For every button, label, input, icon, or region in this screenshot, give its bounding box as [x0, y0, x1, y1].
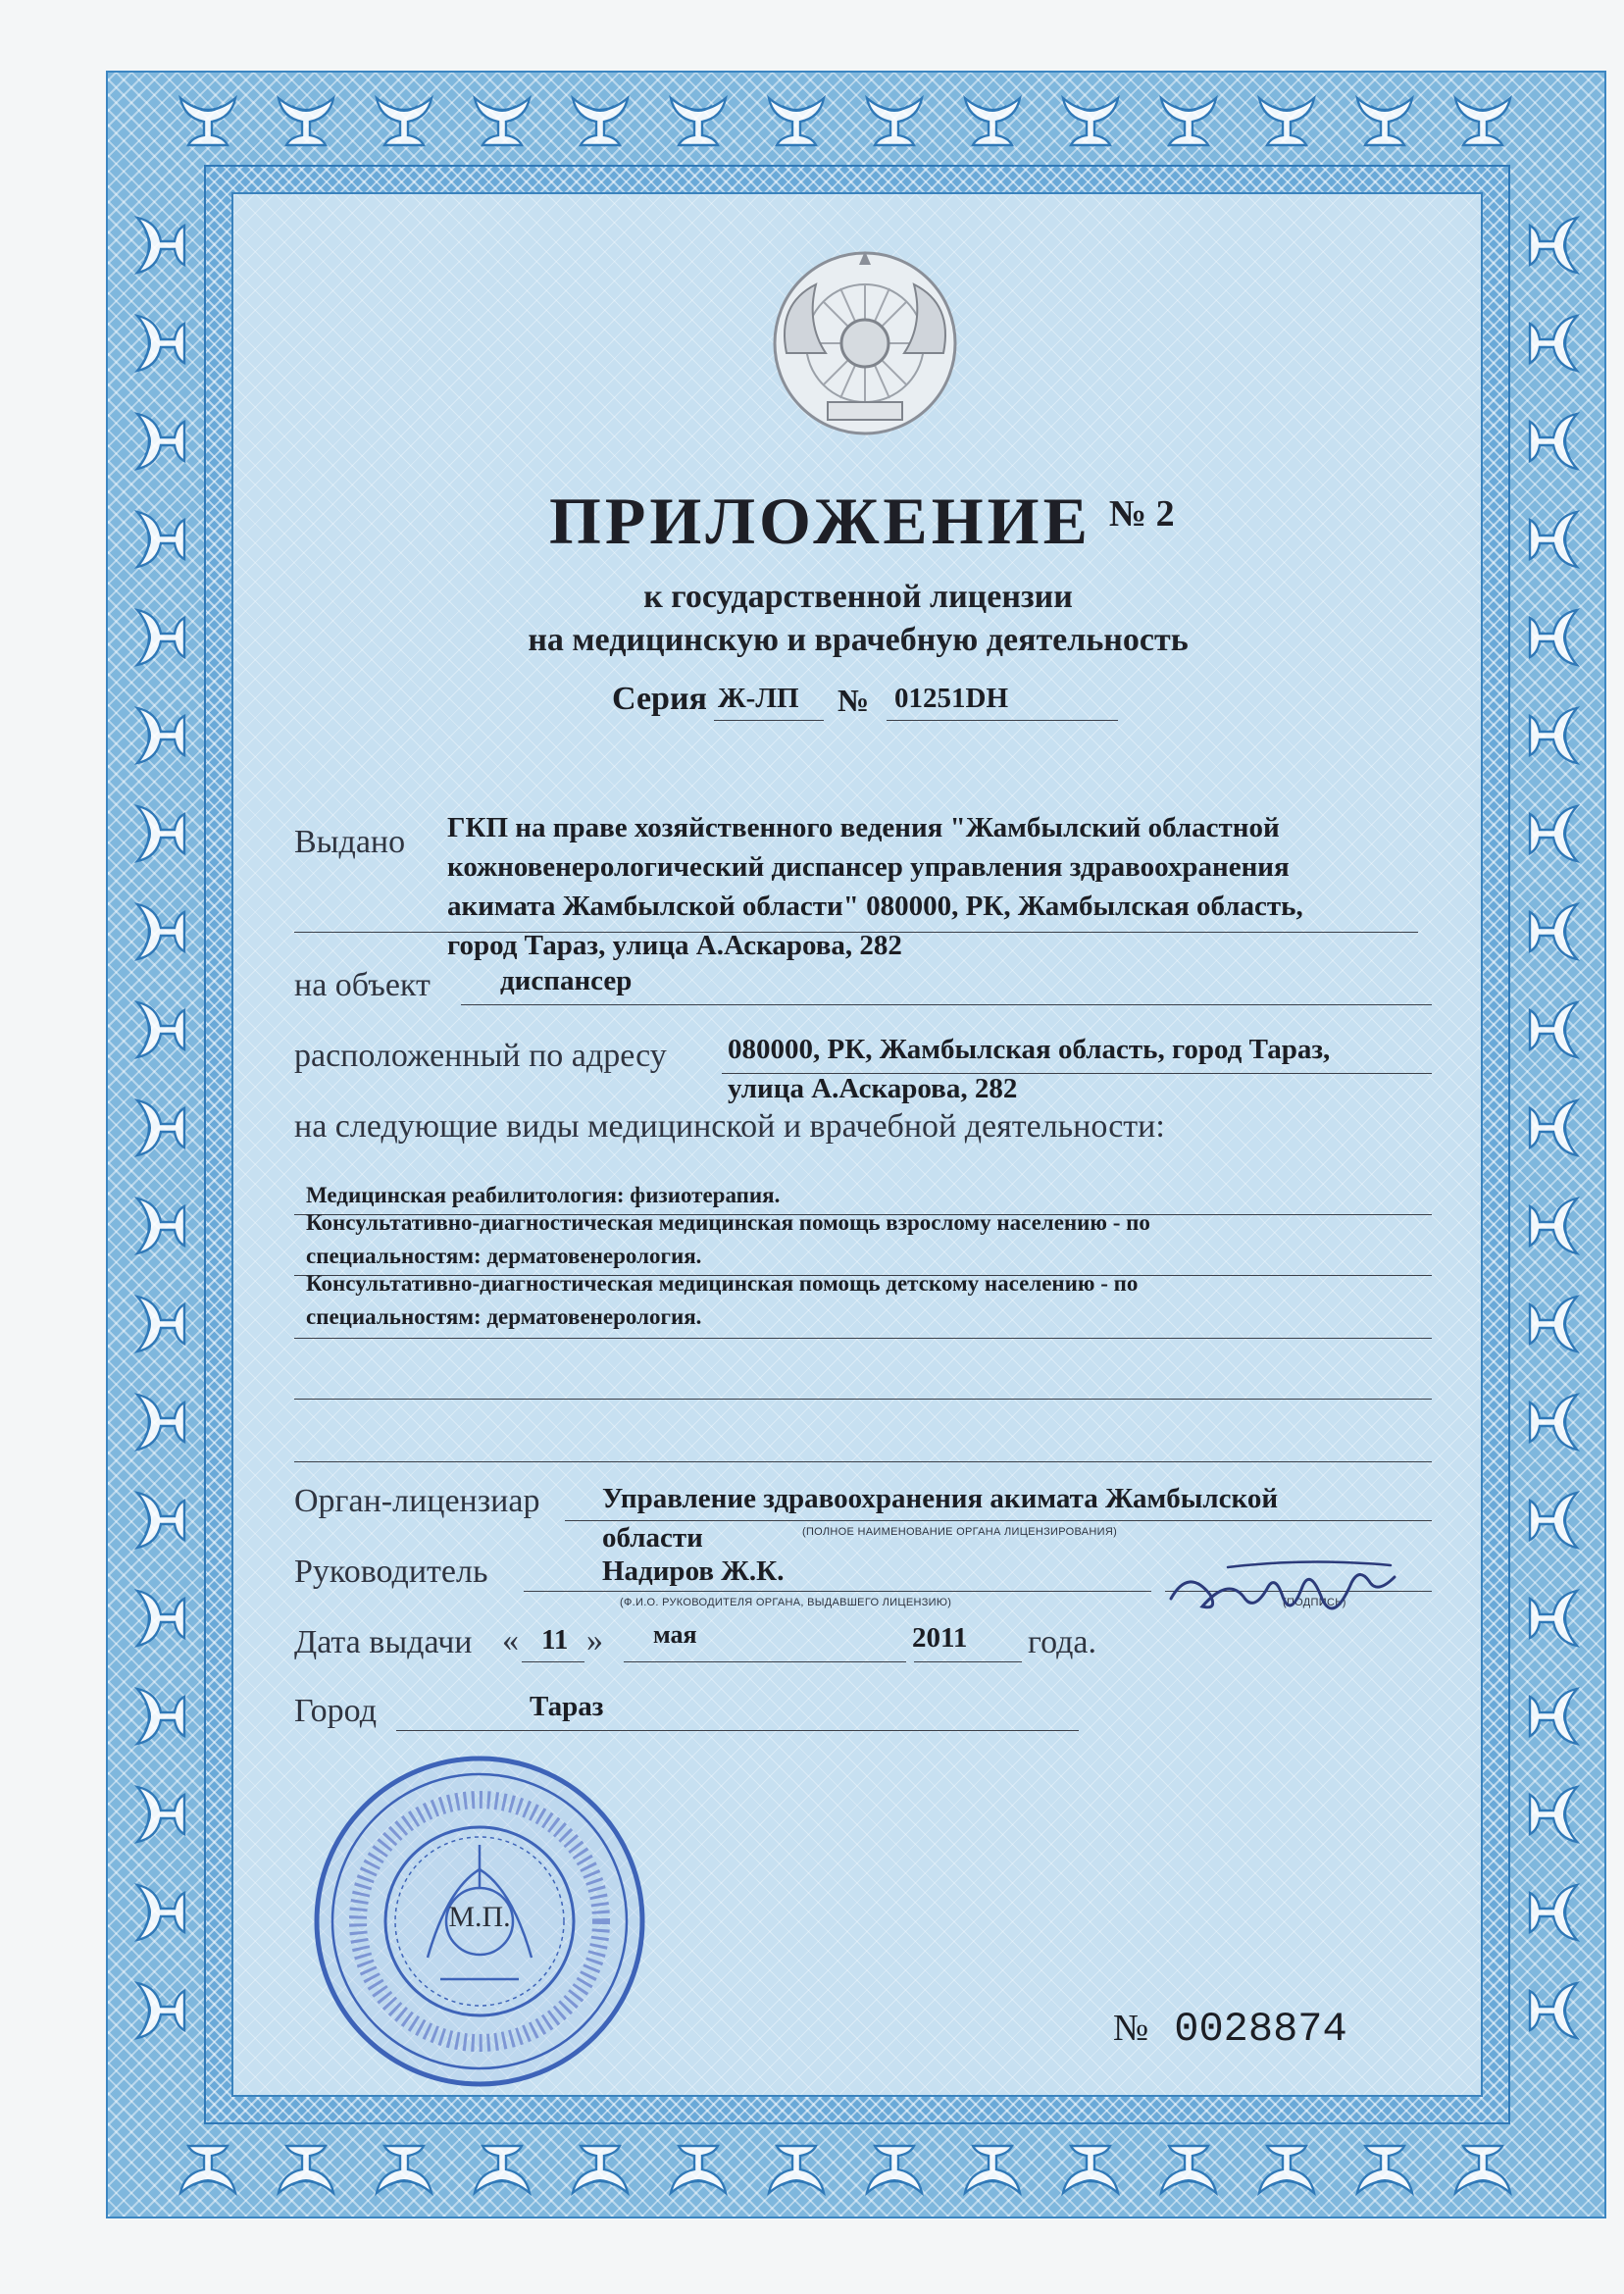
bowl-of-hygieia-icon	[131, 1093, 190, 1163]
head-label: Руководитель	[294, 1554, 488, 1590]
activity-rule-4	[294, 1399, 1432, 1400]
date-day-underline	[522, 1661, 584, 1662]
bowl-of-hygieia-icon	[131, 406, 190, 477]
bowl-of-hygieia-icon	[761, 2140, 832, 2199]
bowl-of-hygieia-icon	[131, 1583, 190, 1654]
bowl-of-hygieia-icon	[131, 1289, 190, 1359]
bowl-of-hygieia-icon	[1524, 994, 1583, 1065]
activity-line-5: специальностям: дерматовенерология.	[306, 1304, 702, 1329]
form-number-value: 0028874	[1174, 2006, 1347, 2053]
bowl-of-hygieia-icon	[1524, 1681, 1583, 1752]
bowl-of-hygieia-icon	[565, 2140, 635, 2199]
bowl-of-hygieia-icon	[1524, 1191, 1583, 1261]
form-number-sign: №	[1113, 2008, 1149, 2049]
bowl-of-hygieia-icon	[131, 1779, 190, 1850]
official-seal-stamp	[310, 1752, 649, 2091]
bowl-of-hygieia-icon	[957, 2140, 1028, 2199]
activity-line-2: Консультативно-диагностическая медицинская помощь взрослому населению - по	[306, 1210, 1150, 1235]
number-label: №	[837, 683, 870, 718]
signature-icon	[1159, 1538, 1404, 1636]
bowl-of-hygieia-icon	[369, 92, 439, 151]
bowl-of-hygieia-icon	[663, 92, 734, 151]
bowl-of-hygieia-icon	[131, 700, 190, 771]
bowl-of-hygieia-icon	[663, 2140, 734, 2199]
bowl-of-hygieia-icon	[1349, 2140, 1420, 2199]
state-emblem-icon	[767, 245, 963, 441]
address-label: расположенный по адресу	[294, 1038, 667, 1074]
date-month: мая	[653, 1620, 697, 1649]
bowl-of-hygieia-icon	[1447, 92, 1518, 151]
bowl-of-hygieia-icon	[271, 92, 341, 151]
bowl-of-hygieia-icon	[131, 210, 190, 280]
bowl-of-hygieia-icon	[131, 1975, 190, 2046]
date-year: 2011	[912, 1622, 968, 1654]
date-year-underline	[914, 1661, 1022, 1662]
bowl-of-hygieia-icon	[467, 2140, 537, 2199]
address-line-1: 080000, РК, Жамбылская область, город Тараз,	[728, 1034, 1331, 1065]
bowl-of-hygieia-icon	[131, 1681, 190, 1752]
bowl-of-hygieia-icon	[1524, 504, 1583, 575]
bowl-of-hygieia-icon	[1055, 92, 1126, 151]
licensor-caption: (ПОЛНОЕ НАИМЕНОВАНИЕ ОРГАНА ЛИЦЕНЗИРОВАНИЯ)	[802, 1526, 1118, 1538]
document-title	[549, 483, 1255, 560]
object-label: на объект	[294, 967, 431, 1003]
bowl-of-hygieia-icon	[565, 92, 635, 151]
number-value: 01251DH	[894, 683, 1008, 714]
bowl-of-hygieia-icon	[1524, 1779, 1583, 1850]
bowl-of-hygieia-icon	[1524, 1387, 1583, 1457]
licensor-line-1: Управление здравоохранения акимата Жамбылской	[602, 1483, 1279, 1514]
bowl-of-hygieia-icon	[1447, 2140, 1518, 2199]
title-number: № 2	[1108, 493, 1175, 535]
bowl-of-hygieia-icon	[1153, 92, 1224, 151]
bowl-of-hygieia-icon	[173, 2140, 243, 2199]
object-value: диспансер	[500, 965, 633, 996]
date-day: 11	[541, 1624, 569, 1656]
bowl-of-hygieia-icon	[1251, 2140, 1322, 2199]
head-value: Надиров Ж.К.	[602, 1555, 785, 1587]
bowl-of-hygieia-icon	[761, 92, 832, 151]
bowl-of-hygieia-icon	[1524, 308, 1583, 379]
subtitle-line-1: к государственной лицензии	[643, 579, 1073, 615]
licensor-underline	[565, 1520, 1432, 1521]
activity-line-1: Медицинская реабилитология: физиотерапия.	[306, 1183, 781, 1207]
bowl-of-hygieia-icon	[131, 1387, 190, 1457]
bowl-of-hygieia-icon	[859, 92, 930, 151]
date-suffix: года.	[1028, 1624, 1097, 1660]
series-value: Ж-ЛП	[718, 683, 799, 714]
object-underline	[461, 1004, 1432, 1005]
title-text: ПРИЛОЖЕНИЕ	[549, 484, 1091, 558]
bowl-of-hygieia-icon	[1524, 406, 1583, 477]
bowl-of-hygieia-icon	[131, 308, 190, 379]
bowl-of-hygieia-icon	[131, 1485, 190, 1555]
head-underline	[524, 1591, 1151, 1592]
bowl-of-hygieia-icon	[1524, 1583, 1583, 1654]
bowl-of-hygieia-icon	[131, 602, 190, 673]
bowl-of-hygieia-icon	[1524, 1093, 1583, 1163]
issued-line-1: ГКП на праве хозяйственного ведения "Жамбылский областной	[447, 812, 1280, 843]
city-label: Город	[294, 1693, 377, 1729]
date-label: Дата выдачи	[294, 1624, 473, 1660]
bowl-of-hygieia-icon	[1153, 2140, 1224, 2199]
address-line-2: улица А.Аскарова, 282	[728, 1073, 1018, 1104]
activities-label: на следующие виды медицинской и врачебной деятельности:	[294, 1108, 1165, 1145]
issued-line-2: кожновенерологический диспансер управления здравоохранения	[447, 851, 1290, 883]
date-open-quote: «	[502, 1622, 519, 1658]
bowl-of-hygieia-icon	[1524, 1289, 1583, 1359]
activity-rule-3	[294, 1338, 1432, 1339]
bowl-of-hygieia-icon	[1349, 92, 1420, 151]
city-value: Тараз	[530, 1691, 604, 1722]
bowl-of-hygieia-icon	[131, 1877, 190, 1948]
bowl-of-hygieia-icon	[1524, 1877, 1583, 1948]
bowl-of-hygieia-icon	[1251, 92, 1322, 151]
bowl-of-hygieia-icon	[173, 92, 243, 151]
bowl-of-hygieia-icon	[131, 994, 190, 1065]
bowl-of-hygieia-icon	[131, 504, 190, 575]
series-label: Серия	[612, 681, 707, 717]
issued-label: Выдано	[294, 824, 406, 860]
bowl-of-hygieia-icon	[131, 798, 190, 869]
bowl-of-hygieia-icon	[271, 2140, 341, 2199]
bowl-of-hygieia-icon	[1524, 700, 1583, 771]
date-close-quote: »	[586, 1622, 603, 1658]
signature-caption: (ПОДПИСЬ)	[1283, 1597, 1346, 1608]
bowl-of-hygieia-icon	[1524, 1485, 1583, 1555]
stamp-label: М.П.	[448, 1901, 511, 1933]
series-underline	[714, 720, 824, 721]
city-underline	[396, 1730, 1079, 1731]
bowl-of-hygieia-icon	[467, 92, 537, 151]
bowl-of-hygieia-icon	[859, 2140, 930, 2199]
activity-line-3: специальностям: дерматовенерология.	[306, 1244, 702, 1268]
licensor-line-2: области	[602, 1522, 703, 1554]
number-underline	[887, 720, 1118, 721]
issued-line-3: акимата Жамбылской области" 080000, РК, Жамбылская область,	[447, 891, 1303, 922]
form-serial-number	[1113, 2006, 1347, 2053]
activity-line-4: Консультативно-диагностическая медицинская помощь детскому населению - по	[306, 1271, 1139, 1296]
series-row	[612, 681, 707, 718]
bowl-of-hygieia-icon	[1524, 798, 1583, 869]
activity-rule-5	[294, 1461, 1432, 1462]
bowl-of-hygieia-icon	[1524, 602, 1583, 673]
bowl-of-hygieia-icon	[1524, 1975, 1583, 2046]
date-month-underline	[624, 1661, 906, 1662]
bowl-of-hygieia-icon	[1524, 210, 1583, 280]
bowl-of-hygieia-icon	[1055, 2140, 1126, 2199]
licensor-label: Орган-лицензиар	[294, 1483, 540, 1519]
bowl-of-hygieia-icon	[957, 92, 1028, 151]
subtitle-line-2: на медицинскую и врачебную деятельность	[528, 622, 1189, 658]
bowl-of-hygieia-icon	[369, 2140, 439, 2199]
head-caption: (Ф.И.О. РУКОВОДИТЕЛЯ ОРГАНА, ВЫДАВШЕГО ЛИЦЕНЗИЮ)	[620, 1597, 952, 1608]
bowl-of-hygieia-icon	[1524, 896, 1583, 967]
bowl-of-hygieia-icon	[131, 896, 190, 967]
issued-line-4: город Тараз, улица А.Аскарова, 282	[447, 930, 902, 961]
bowl-of-hygieia-icon	[131, 1191, 190, 1261]
